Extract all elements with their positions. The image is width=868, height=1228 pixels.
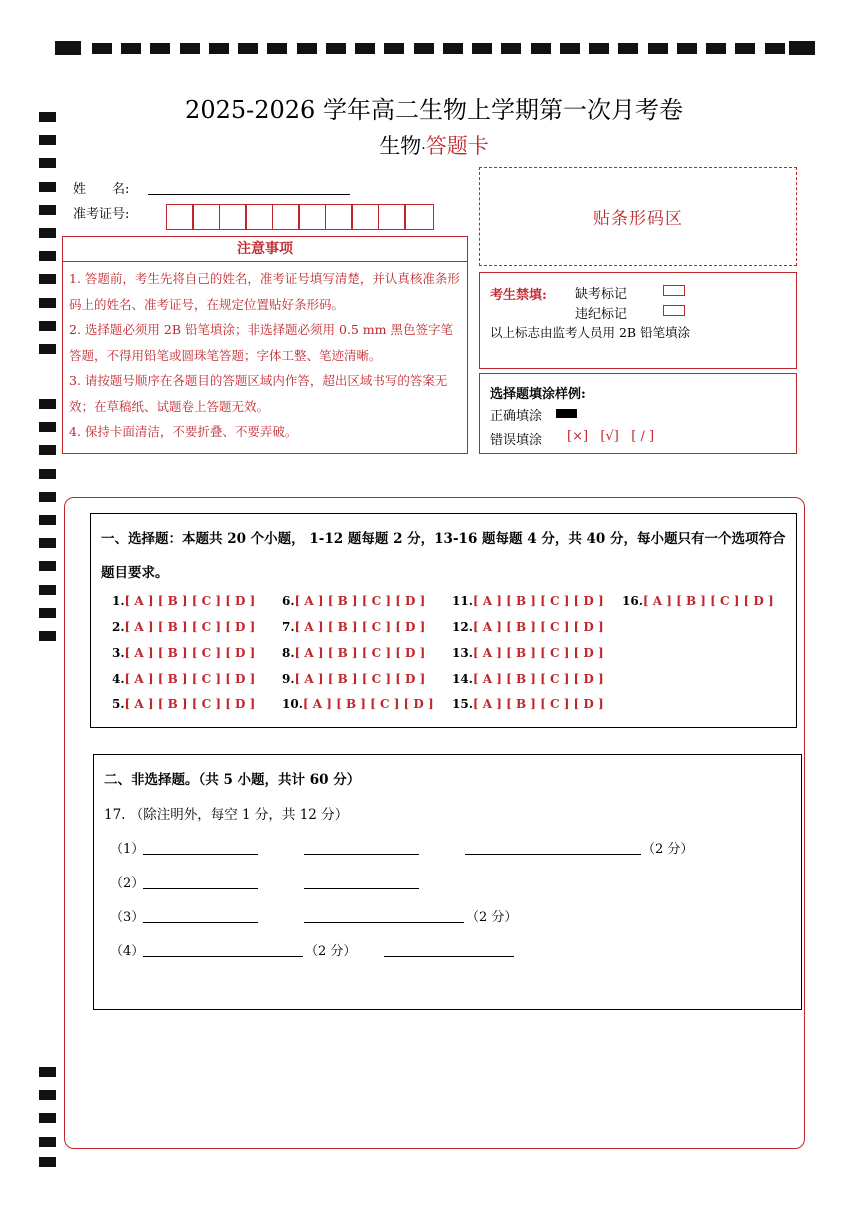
notice-box	[62, 236, 468, 454]
choice-question-6[interactable]	[282, 594, 425, 608]
sample-correct-fill	[556, 409, 577, 418]
q17-4-points: （2 分）	[305, 944, 357, 959]
choice-question-5[interactable]	[112, 697, 255, 711]
timing-mark	[39, 608, 56, 618]
forbidden-box	[479, 272, 797, 369]
notice-item-2: 2. 选择题必须用 2B 铅笔填涂；非选择题必须用 0.5 mm 黑色签字笔答题，不得用铅笔或圆珠笔答题；字体工整、笔迹清晰。	[69, 322, 453, 363]
answer-card-label: 答题卡	[425, 134, 489, 158]
option-bubbles[interactable]: [ A ] [ B ] [ C ] [ D ]	[472, 697, 604, 711]
section2-box	[93, 754, 802, 1010]
notice-item-3: 3. 请按题号顺序在各题目的答题区域内作答，超出区域书写的答案无效；在草稿纸、试题卷上答题无效。	[69, 373, 448, 414]
q17-4-blank-b[interactable]	[384, 956, 514, 957]
timing-mark	[39, 1157, 56, 1167]
choice-question-2[interactable]	[112, 620, 255, 634]
q17-sub1-label: （1）	[110, 842, 145, 857]
question-number: 14.	[452, 672, 473, 686]
id-label: 准考证号:	[73, 207, 130, 222]
question-number: 7.	[282, 620, 295, 634]
timing-mark	[39, 1067, 56, 1077]
timing-mark	[39, 228, 56, 238]
timing-mark	[39, 205, 56, 215]
forbidden-label: 考生禁填:	[490, 288, 547, 303]
question-number: 10.	[282, 697, 303, 711]
choice-question-13[interactable]	[452, 646, 604, 660]
q17-sub2-label: （2）	[110, 876, 145, 891]
violation-mark-box[interactable]	[663, 305, 685, 316]
option-bubbles[interactable]: [ A ] [ B ] [ C ] [ D ]	[294, 594, 426, 608]
question-number: 11.	[452, 594, 473, 608]
timing-mark	[39, 399, 56, 409]
absent-label: 缺考标记	[575, 287, 628, 302]
timing-mark	[39, 445, 56, 455]
timing-mark	[39, 469, 56, 479]
question-number: 16.	[622, 594, 643, 608]
timing-mark	[39, 1090, 56, 1100]
barcode-area	[479, 167, 797, 266]
section1-title: 一、选择题：本题共 20 个小题， 1-12 题每题 2 分，13-16 题每题 4 分，共 40 分，每小题只有一个选项符合题目要求。	[101, 531, 786, 581]
forbidden-note: 以上标志由监考人员用 2B 铅笔填涂	[490, 325, 691, 340]
choice-question-8[interactable]	[282, 646, 425, 660]
sample-box	[479, 373, 797, 454]
notice-item-1: 1. 答题前，考生先将自己的姓名，准考证号填写清楚，并认真核准条形码上的姓名、准考证号，在规定位置贴好条形码。	[69, 271, 460, 312]
choice-question-7[interactable]	[282, 620, 425, 634]
q17-1-blank-b[interactable]	[304, 854, 419, 855]
option-bubbles[interactable]: [ A ] [ B ] [ C ] [ D ]	[472, 672, 604, 686]
q17-3-points: （2 分）	[466, 910, 518, 925]
violation-label: 违纪标记	[575, 307, 628, 322]
choice-question-4[interactable]	[112, 672, 255, 686]
timing-mark	[39, 298, 56, 308]
question-number: 1.	[112, 594, 125, 608]
page-title: 2025-2026 学年高二生物上学期第一次月考卷	[185, 96, 683, 124]
question-number: 8.	[282, 646, 295, 660]
question-number: 5.	[112, 697, 125, 711]
option-bubbles[interactable]: [ A ] [ B ] [ C ] [ D ]	[124, 697, 256, 711]
sample-correct-label: 正确填涂	[490, 409, 543, 424]
option-bubbles[interactable]: [ A ] [ B ] [ C ] [ D ]	[472, 594, 604, 608]
timing-mark	[39, 492, 56, 502]
choice-question-11[interactable]	[452, 594, 604, 608]
question-number: 12.	[452, 620, 473, 634]
section2-title: 二、非选择题。（共 5 小题，共计 60 分）	[104, 772, 361, 788]
question-number: 4.	[112, 672, 125, 686]
timing-mark	[39, 422, 56, 432]
sample-title: 选择题填涂样例:	[490, 387, 586, 402]
timing-mark	[39, 1113, 56, 1123]
choice-question-10[interactable]	[282, 697, 434, 711]
option-bubbles[interactable]: [ A ] [ B ] [ C ] [ D ]	[302, 697, 434, 711]
sample-wrong-marks: [×] [√] [ / ]	[567, 429, 655, 444]
timing-mark	[39, 274, 56, 284]
question-number: 6.	[282, 594, 295, 608]
q17-1-blank-c[interactable]	[465, 854, 641, 855]
option-bubbles[interactable]: [ A ] [ B ] [ C ] [ D ]	[472, 646, 604, 660]
timing-mark	[39, 585, 56, 595]
notice-title: 注意事项	[63, 237, 467, 262]
absent-mark-box[interactable]	[663, 285, 685, 296]
option-bubbles[interactable]: [ A ] [ B ] [ C ] [ D ]	[124, 646, 256, 660]
timing-mark	[39, 515, 56, 525]
sample-wrong-label: 错误填涂	[490, 433, 543, 448]
id-cells[interactable]	[167, 204, 434, 230]
timing-mark	[39, 631, 56, 641]
q17-3-blank-a[interactable]	[143, 922, 258, 923]
choice-question-3[interactable]	[112, 646, 255, 660]
timing-mark	[39, 1137, 56, 1147]
page-subtitle	[0, 130, 868, 160]
question-number: 15.	[452, 697, 473, 711]
name-label: 姓 名:	[73, 182, 130, 197]
option-bubbles[interactable]: [ A ] [ B ] [ C ] [ D ]	[472, 620, 604, 634]
q17-3-blank-b[interactable]	[304, 922, 464, 923]
choice-question-15[interactable]	[452, 697, 604, 711]
choice-question-16[interactable]	[622, 594, 774, 608]
timing-mark	[39, 321, 56, 331]
choice-question-12[interactable]	[452, 620, 604, 634]
question-number: 9.	[282, 672, 295, 686]
subtitle-dot: ·	[421, 141, 426, 157]
q17-header: 17. （除注明外，每空 1 分，共 12 分）	[104, 807, 349, 823]
q17-4-blank-a[interactable]	[143, 956, 303, 957]
barcode-label: 贴条形码区	[593, 209, 683, 229]
question-number: 13.	[452, 646, 473, 660]
timing-mark	[39, 538, 56, 548]
q17-sub4-label: （4）	[110, 944, 145, 959]
option-bubbles[interactable]: [ A ] [ B ] [ C ] [ D ]	[124, 594, 256, 608]
q17-sub3-label: （3）	[110, 910, 145, 925]
question-number: 3.	[112, 646, 125, 660]
notice-item-4: 4. 保持卡面清洁，不要折叠、不要弄破。	[69, 424, 298, 439]
question-number: 2.	[112, 620, 125, 634]
choice-question-14[interactable]	[452, 672, 604, 686]
choice-question-1[interactable]	[112, 594, 255, 608]
timing-mark	[39, 561, 56, 571]
option-bubbles[interactable]: [ A ] [ B ] [ C ] [ D ]	[124, 620, 256, 634]
timing-mark	[39, 182, 56, 192]
timing-mark	[39, 344, 56, 354]
option-bubbles[interactable]: [ A ] [ B ] [ C ] [ D ]	[294, 620, 426, 634]
choice-question-9[interactable]	[282, 672, 425, 686]
option-bubbles[interactable]: [ A ] [ B ] [ C ] [ D ]	[642, 594, 774, 608]
timing-mark	[39, 251, 56, 261]
subject-label: 生物	[379, 134, 422, 158]
option-bubbles[interactable]: [ A ] [ B ] [ C ] [ D ]	[124, 672, 256, 686]
name-field[interactable]	[148, 194, 350, 195]
q17-1-blank-a[interactable]	[143, 854, 258, 855]
q17-2-blank-a[interactable]	[143, 888, 258, 889]
option-bubbles[interactable]: [ A ] [ B ] [ C ] [ D ]	[294, 672, 426, 686]
q17-1-points: （2 分）	[642, 842, 694, 857]
option-bubbles[interactable]: [ A ] [ B ] [ C ] [ D ]	[294, 646, 426, 660]
q17-2-blank-b[interactable]	[304, 888, 419, 889]
